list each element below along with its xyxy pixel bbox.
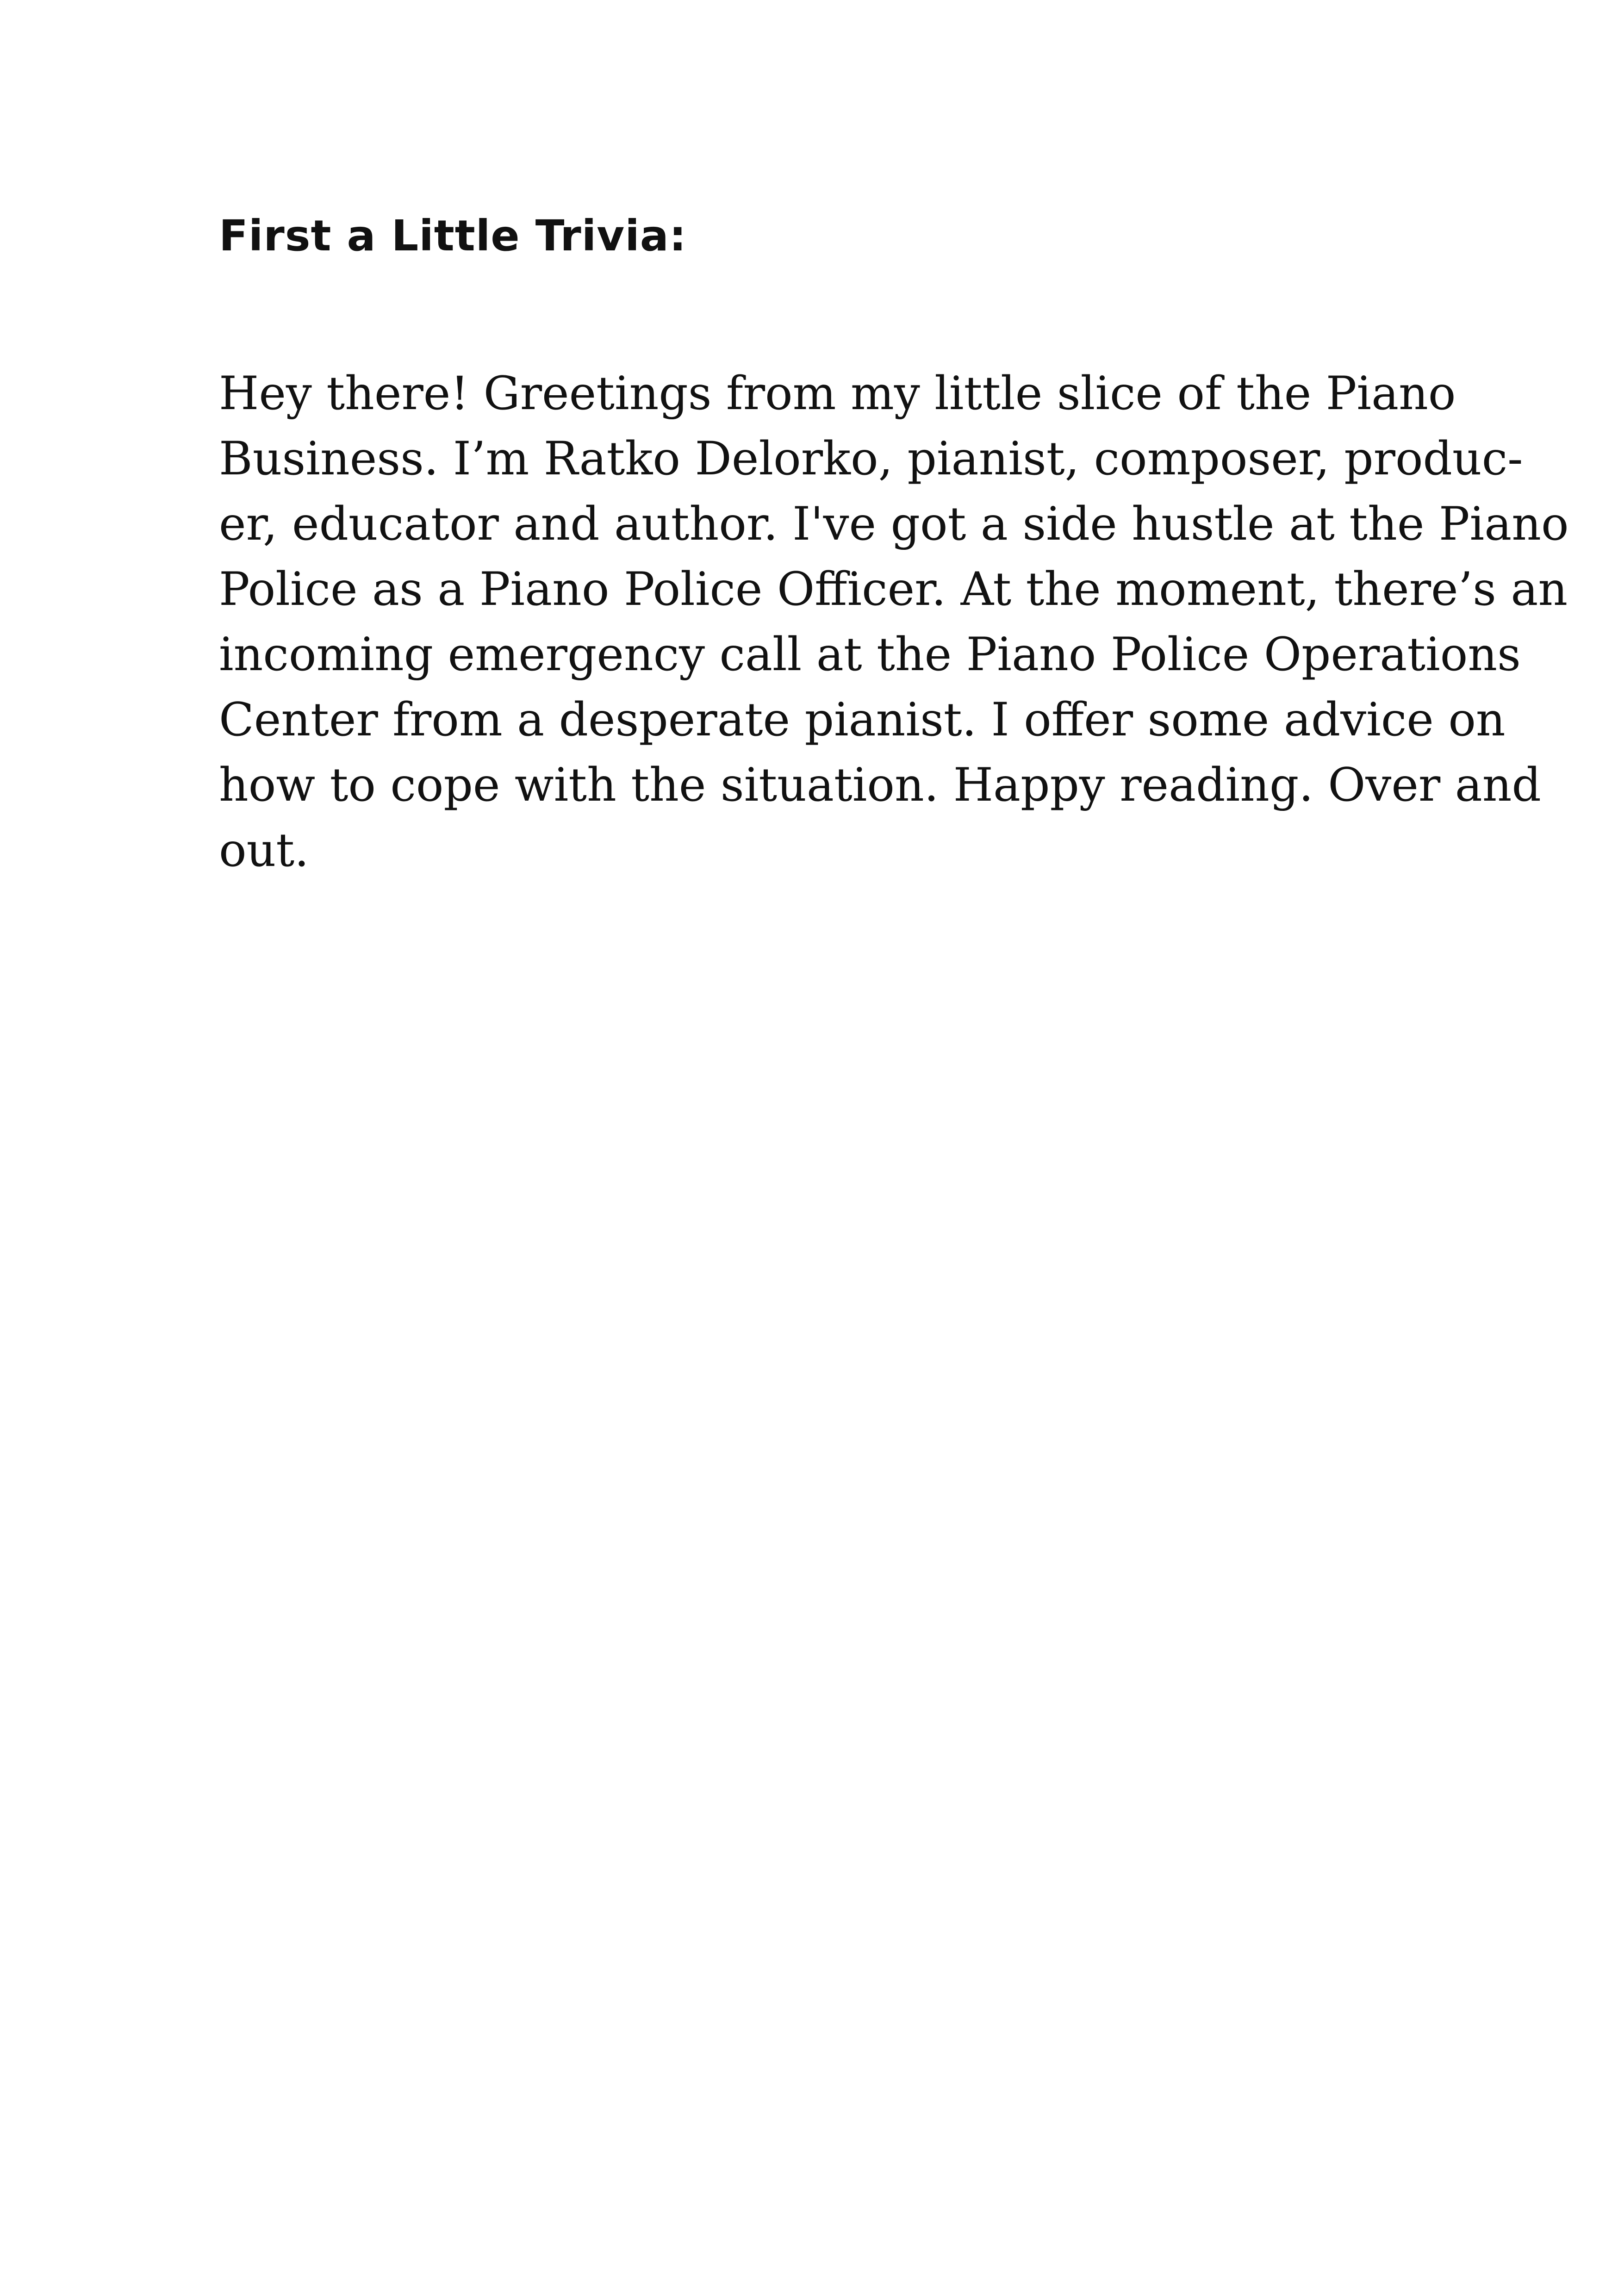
paragraph-line: how to cope with the situation. Happy reading. Over and <box>219 759 1541 812</box>
paragraph-line: Police as a Piano Police Officer. At the moment, there’s an <box>219 563 1568 616</box>
page-content <box>219 211 1569 883</box>
body-paragraph <box>219 361 1569 883</box>
paragraph-line: Business. I’m Ratko Delorko, pianist, composer, produc- <box>219 432 1523 486</box>
paragraph-line: incoming emergency call at the Piano Police Operations <box>219 628 1521 682</box>
paragraph-line: out. <box>219 824 309 877</box>
paragraph-line: Center from a desperate pianist. I offer some advice on <box>219 693 1506 747</box>
section-heading: First a Little Trivia: <box>219 211 687 261</box>
paragraph-line: Hey there! Greetings from my little slice of the Piano <box>219 367 1456 421</box>
paragraph-line: er, educator and author. I've got a side hustle at the Piano <box>219 498 1569 551</box>
